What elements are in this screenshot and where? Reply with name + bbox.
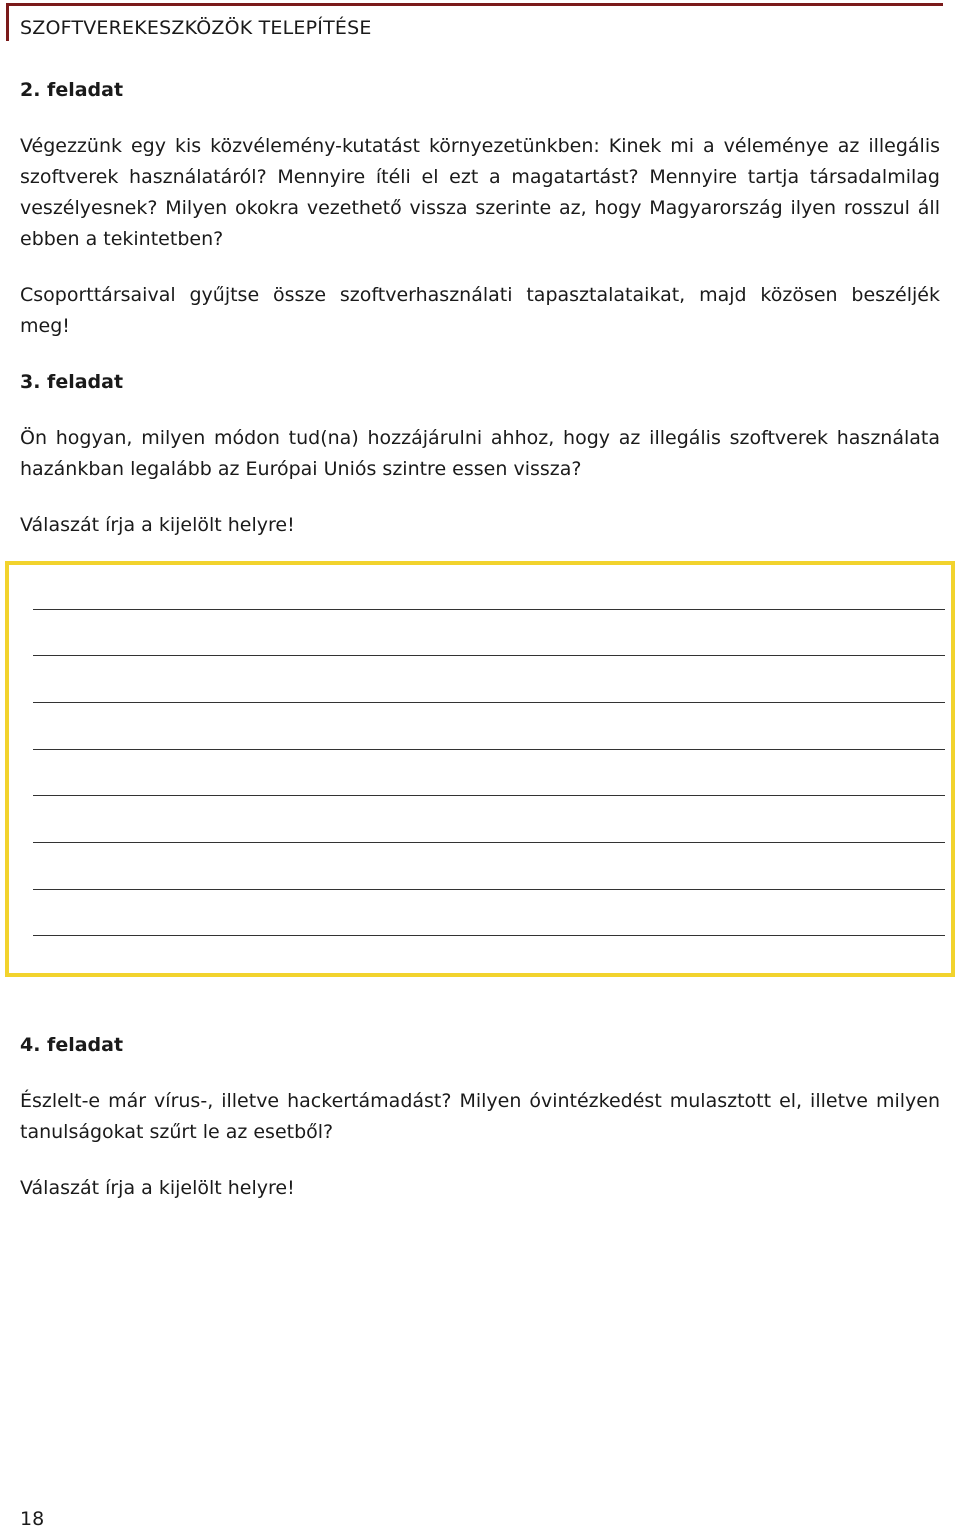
task-4-heading: 4. feladat	[20, 1034, 124, 1056]
page-header	[6, 3, 943, 41]
task-3-heading: 3. feladat	[20, 371, 124, 393]
answer-line[interactable]	[33, 702, 945, 703]
answer-line[interactable]	[33, 795, 945, 796]
header-title: SZOFTVEREKESZKÖZÖK TELEPÍTÉSE	[20, 17, 372, 39]
task-2-heading: 2. feladat	[20, 79, 124, 101]
task-2-paragraph-1: Végezzünk egy kis közvélemény-kutatást környezetünkben: Kinek mi a véleménye az illegális szoftverek használatáról? Mennyire ítéli el ezt a magatartást? Mennyire tartja társadalmilag veszélyesnek? Milyen okokra vezethető vissza szerinte az, hogy Magyarország ilyen rosszul áll ebben a tekintetben?	[20, 135, 940, 250]
task-4-instruction: Válaszát írja a kijelölt helyre!	[20, 1177, 295, 1199]
answer-line[interactable]	[33, 842, 945, 843]
task-2-paragraph-2: Csoporttársaival gyűjtse össze szoftverhasználati tapasztalataikat, majd közösen beszéljék meg!	[20, 284, 940, 337]
answer-line[interactable]	[33, 889, 945, 890]
answer-line[interactable]	[33, 749, 945, 750]
page-number: 18	[20, 1508, 45, 1530]
task-3-paragraph: Ön hogyan, milyen módon tud(na) hozzájárulni ahhoz, hogy az illegális szoftverek használata hazánkban legalább az Európai Uniós szintre essen vissza?	[20, 427, 940, 480]
task-3-instruction: Válaszát írja a kijelölt helyre!	[20, 514, 295, 536]
answer-line[interactable]	[33, 935, 945, 936]
answer-line[interactable]	[33, 655, 945, 656]
task-4-paragraph: Észlelt-e már vírus-, illetve hackertámadást? Milyen óvintézkedést mulasztott el, illetve milyen tanulságokat szűrt le az esetből?	[20, 1090, 940, 1143]
answer-line[interactable]	[33, 609, 945, 610]
answer-box[interactable]	[5, 561, 955, 977]
